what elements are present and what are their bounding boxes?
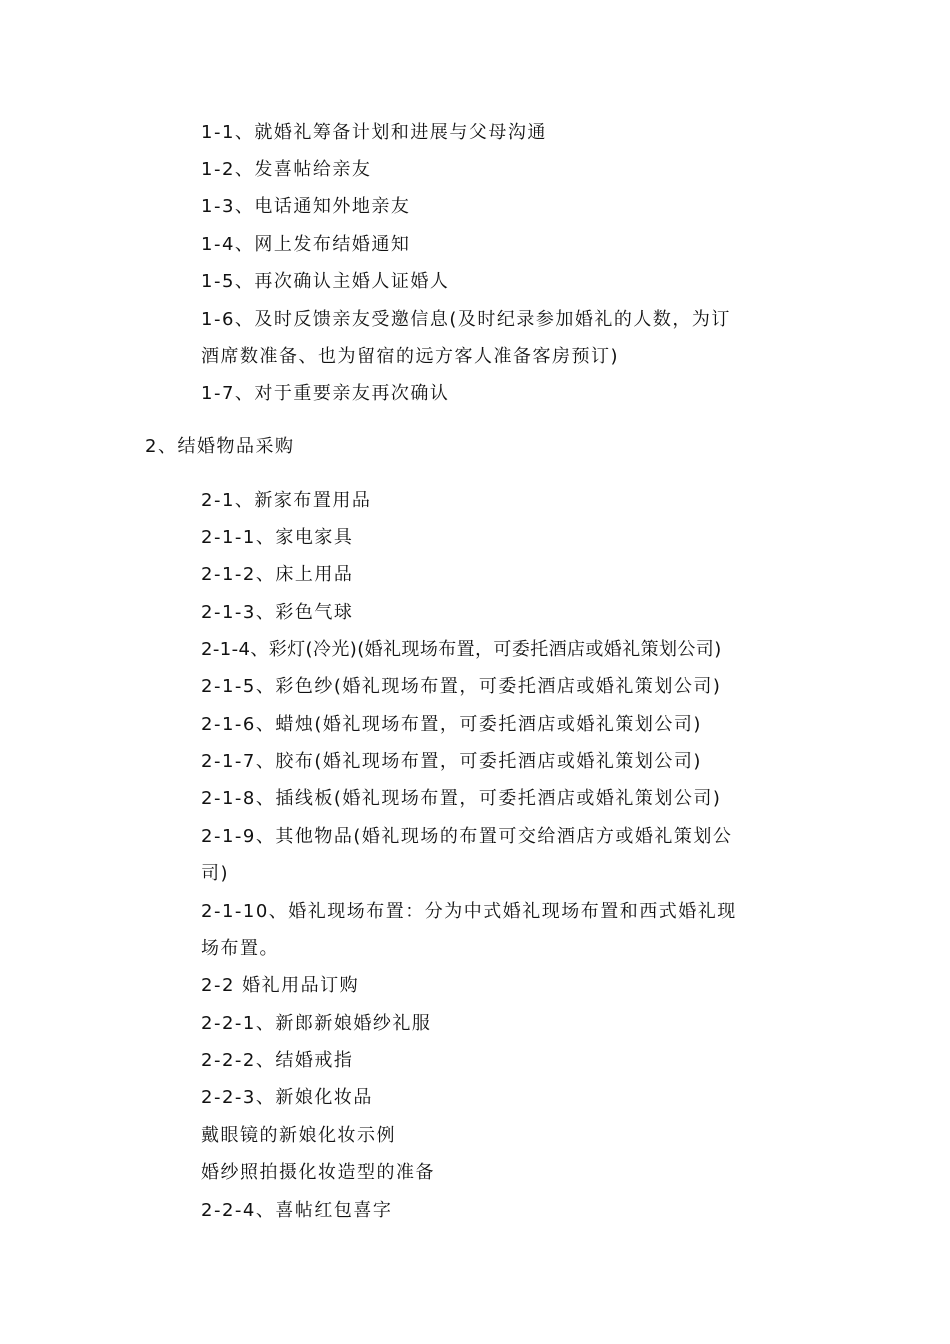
- text-line-2-1-9-cont: 司): [201, 863, 230, 884]
- text-line-1-5: 1-5、再次确认主婚人证婚人: [201, 271, 450, 292]
- text-line-2-1-5: 2-1-5、彩色纱(婚礼现场布置，可委托酒店或婚礼策划公司): [201, 676, 722, 697]
- text-line-makeup-example: 戴眼镜的新娘化妆示例: [201, 1125, 396, 1146]
- text-line-2-1-7: 2-1-7、胶布(婚礼现场布置，可委托酒店或婚礼策划公司): [201, 751, 702, 772]
- text-line-2-1-8: 2-1-8、插线板(婚礼现场布置，可委托酒店或婚礼策划公司): [201, 788, 722, 809]
- section-heading-2: 2、结婚物品采购: [145, 436, 295, 457]
- text-line-2-1-10-cont: 场布置。: [201, 938, 279, 959]
- text-line-2-1-1: 2-1-1、家电家具: [201, 527, 354, 548]
- text-line-1-1: 1-1、就婚礼筹备计划和进展与父母沟通: [201, 122, 547, 143]
- text-line-2-1-4: 2-1-4、彩灯(冷光)(婚礼现场布置，可委托酒店或婚礼策划公司): [201, 639, 722, 660]
- text-line-1-7: 1-7、对于重要亲友再次确认: [201, 383, 450, 404]
- text-line-2-2-2: 2-2-2、结婚戒指: [201, 1050, 354, 1071]
- text-line-2-2-3: 2-2-3、新娘化妆品: [201, 1087, 373, 1108]
- text-line-2-2: 2-2 婚礼用品订购: [201, 975, 360, 996]
- text-line-1-4: 1-4、网上发布结婚通知: [201, 234, 411, 255]
- text-line-1-3: 1-3、电话通知外地亲友: [201, 196, 411, 217]
- text-line-2-1-9: 2-1-9、其他物品(婚礼现场的布置可交给酒店方或婚礼策划公: [201, 826, 733, 847]
- text-line-2-1-2: 2-1-2、床上用品: [201, 564, 354, 585]
- text-line-makeup-prep: 婚纱照拍摄化妆造型的准备: [201, 1162, 435, 1183]
- text-line-2-1-3: 2-1-3、彩色气球: [201, 602, 354, 623]
- text-line-1-6: 1-6、及时反馈亲友受邀信息(及时纪录参加婚礼的人数，为订: [201, 309, 731, 330]
- text-line-2-2-4: 2-2-4、喜帖红包喜字: [201, 1200, 393, 1221]
- text-line-1-6-cont: 酒席数准备、也为留宿的远方客人准备客房预订): [201, 346, 620, 367]
- text-line-2-1-6: 2-1-6、蜡烛(婚礼现场布置，可委托酒店或婚礼策划公司): [201, 714, 702, 735]
- text-line-2-1-10: 2-1-10、婚礼现场布置：分为中式婚礼现场布置和西式婚礼现: [201, 901, 737, 922]
- text-line-2-1: 2-1、新家布置用品: [201, 490, 372, 511]
- text-line-2-2-1: 2-2-1、新郎新娘婚纱礼服: [201, 1013, 432, 1034]
- text-line-1-2: 1-2、发喜帖给亲友: [201, 159, 372, 180]
